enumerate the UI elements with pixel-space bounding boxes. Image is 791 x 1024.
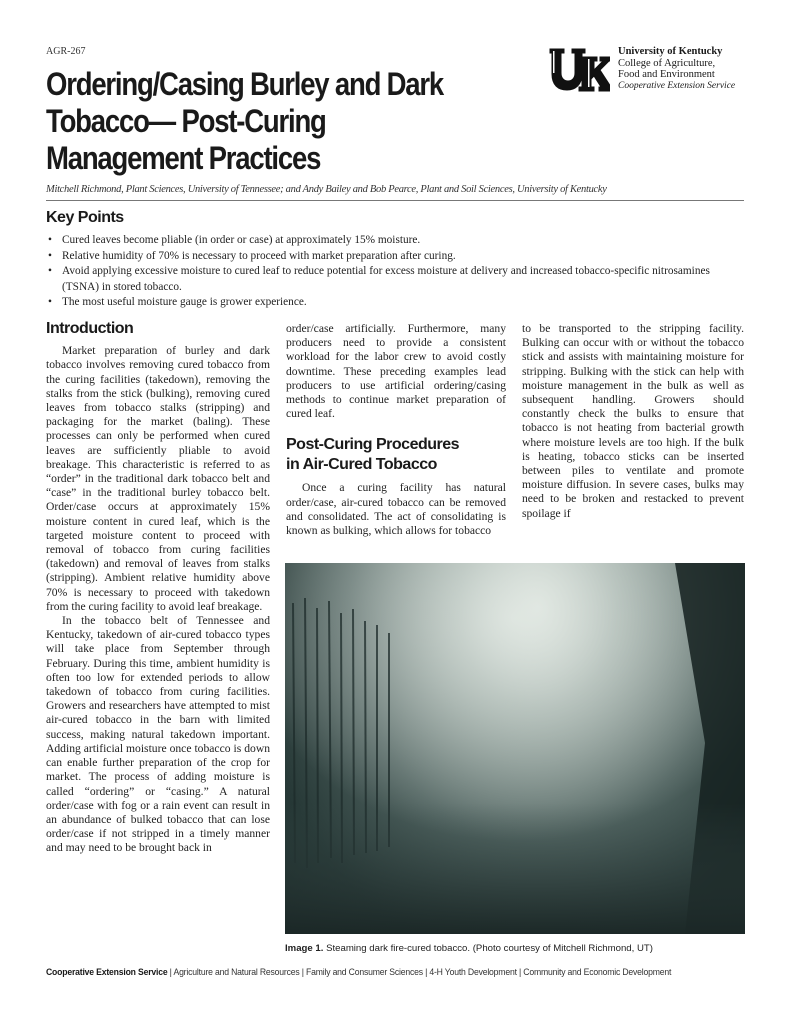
footer-separator: | <box>167 967 174 977</box>
footer-service: Cooperative Extension Service <box>46 967 168 977</box>
organization-block <box>618 46 735 92</box>
introduction-heading: Introduction <box>46 320 134 337</box>
figure-label: Image 1. <box>285 943 324 954</box>
column-3 <box>522 322 744 521</box>
college-line-1: College of Agriculture, <box>618 57 716 69</box>
column-1 <box>46 322 270 856</box>
key-points-heading: Key Points <box>46 209 124 226</box>
column-2 <box>286 322 506 538</box>
footer-area: Agriculture and Natural Resources <box>173 967 300 977</box>
photo-illustration <box>285 563 745 934</box>
list-item: • Relative humidity of 70% is necessary to proceed with market preparation after curing. <box>46 249 746 265</box>
header-divider <box>46 200 744 201</box>
footer-area: Community and Economic Development <box>523 967 672 977</box>
body-paragraph: to be transported to the stripping facility. Bulking can occur with or without the tobacco stick and assists with maintaining moisture for stripping. Bulking with the stick can help with moisture management in the bulk as well as subsequent handling. Growers should constantly check the bulks to ensure that tobacco is not heating from bacterial growth where moisture levels are too high. If the bulk is heating, tobacco sticks can be inserted between piles to ventilate and promote moisture diffusion. In severe cases, bulks may need to be broken and restacked to prevent spoilage if <box>522 322 744 520</box>
uk-logo-icon <box>548 47 610 93</box>
post-curing-heading <box>286 435 506 475</box>
university-name: University of Kentucky <box>618 46 723 57</box>
body-paragraph: order/case artificially. Furthermore, many producers need to provide a consistent workload for the labor crew to avoid costly downtime. These preceding examples lead producers to use artificial ordering/casing methods to continue market preparation of cured leaf. <box>286 322 506 421</box>
extension-service: Cooperative Extension Service <box>618 80 736 91</box>
body-paragraph: Once a curing facility has natural order/case, air-cured tobacco can be removed and consolidated. The act of consolidating is known as bulking, which allows for tobacco <box>286 481 506 538</box>
key-points-list <box>46 233 746 311</box>
heading-line: Post-Curing Procedures <box>286 436 460 454</box>
body-paragraph: In the tobacco belt of Tennessee and Kentucky, takedown of air-cured tobacco types will take place from September through February. During this time, ambient humidity is often too low for extended periods to allow takedown of tobacco from curing facilities. Growers and researchers have attempted to mist air-cured tobacco in the barn with limited success, making natural takedown important. Adding artificial moisture once tobacco is down can enable further preparation of the crop for market. The process of adding moisture is called “ordering” or “casing.” A natural order/case with fog or a rain event can result in an abundance of bulked tobacco that can lose order/case if not stripped in a timely manner and may need to be brought back in <box>46 614 270 855</box>
authors-line: Mitchell Richmond, Plant Sciences, University of Tennessee; and Andy Bailey and Bob Pearce, Plant and Soil Sciences, University of Kentucky <box>46 184 607 195</box>
body-paragraph: Market preparation of burley and dark tobacco involves removing cured tobacco from the curing facilities (takedown), removing the stalks from the stick (bulking), removing cured leaves from tobacco stalks (stripping) and packaging for the market (baling). These processes can only be performed when cured leaves are sufficiently pliable to avoid breakage. This characteristic is referred to as “order” in the traditional dark tobacco belt and “case” in the traditional burley tobacco belt. Order/case occurs at approximately 15% moisture content in cured leaf, which is the targeted moisture content to proceed with removal of tobacco from curing facilities (takedown) and removal of leaves from stalks (stripping). Ambient relative humidity above 70% is necessary to proceed with takedown from the curing facility to avoid leaf breakage. <box>46 344 270 613</box>
figure-caption-text: Steaming dark fire-cured tobacco. (Photo courtesy of Mitchell Richmond, UT) <box>326 943 653 954</box>
publication-number: AGR-267 <box>46 46 86 57</box>
footer-area: Family and Consumer Sciences <box>306 967 423 977</box>
document-title: Ordering/Casing Burley and Dark Tobacco— Post-Curing Management Practices <box>46 66 443 176</box>
tobacco-photo <box>285 563 745 934</box>
list-item: • Avoid applying excessive moisture to cured leaf to reduce potential for excess moisture at delivery and increased tobacco-specific nitrosamines (TSNA) in stored tobacco. <box>46 264 746 295</box>
footer-separator: | <box>299 967 307 977</box>
college-line-2: Food and Environment <box>618 69 715 80</box>
footer-area: 4-H Youth Development <box>429 967 517 977</box>
footer-separator: | <box>422 967 430 977</box>
footer <box>46 967 697 977</box>
list-item: • Cured leaves become pliable (in order or case) at approximately 15% moisture. <box>46 233 746 249</box>
list-item: • The most useful moisture gauge is grower experience. <box>46 295 746 311</box>
footer-separator: | <box>516 967 524 977</box>
figure-caption <box>285 943 745 954</box>
heading-line: in Air-Cured Tobacco <box>286 456 437 474</box>
